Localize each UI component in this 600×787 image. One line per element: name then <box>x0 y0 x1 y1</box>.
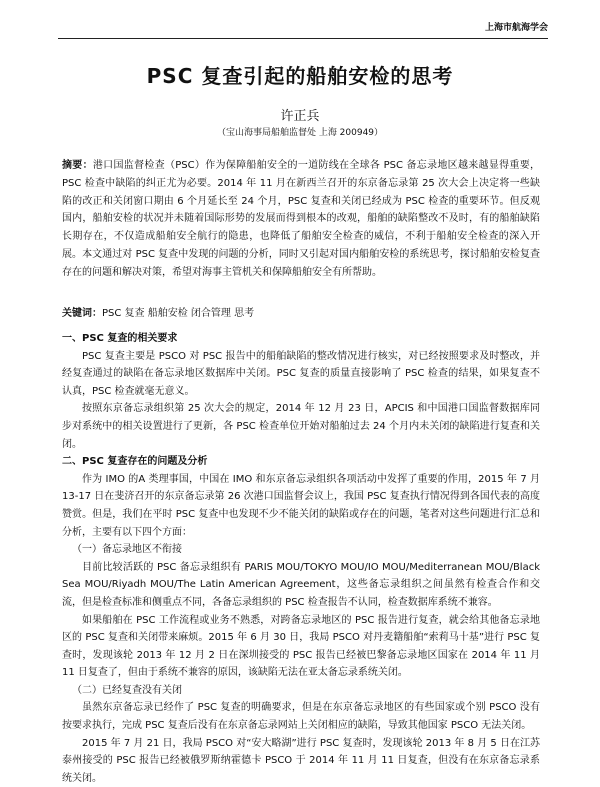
paragraph: 虽然东京备忘录已经作了 PSC 复查的明确要求，但是在东京备忘录地区的有些国家或个别 PSCO 没有按要求执行，完成 PSC 复查后没有在东京备忘录网站上关闭相应的缺陷，导致其他国家 PSCO 无法关闭。 <box>62 702 540 732</box>
journal-header: 上海市航海学会 <box>484 23 548 33</box>
keywords <box>62 304 540 319</box>
keywords-text: PSC 复查 船舶安检 闭合管理 思考 <box>102 308 255 319</box>
section-heading: 二、PSC 复查存在的问题及分析 <box>62 456 208 468</box>
subsection-heading: （二）已经复查没有关闭 <box>72 684 182 696</box>
author: 许正兵 <box>280 109 320 124</box>
paper-title: PSC 复查引起的船舶安检的思考 <box>146 64 454 88</box>
keywords-label: 关键词： <box>62 308 102 319</box>
abstract <box>62 157 540 282</box>
section-heading: 一、PSC 复查的相关要求 <box>62 333 178 344</box>
paragraph: 2015 年 7 月 21 日，我局 PSCO 对“安大略湖”进行 PSC 复查时，发现该轮 2013 年 8 月 5 日在江苏泰州接受的 PSC 报告已经被俄罗斯纳霍德卡 PSCO 于 2014 年 11 月 11 日复查，但没有在东京备忘录系统关闭。 <box>62 737 540 784</box>
affiliation: （宝山海事局船舶监督处 上海 200949） <box>216 128 384 138</box>
abstract-text: 港口国监督检查（PSC）作为保障船舶安全的一道防线在全球各 PSC 备忘录地区越来越显得重要，PSC 检查中缺陷的纠正尤为必要。2014 年 11 月在新西兰召开的东京备忘录第 25 次大会上决定将一些缺陷的改正和关闭窗口期由 6 个月延长至 24 个月，PSC 复查和关闭已经成为 PSC 检查的重要环节。但反观国内，船舶安检的状况并未随着国际形势的发展而得到根本的改观，船舶的缺陷整改不及时，有的船舶缺陷长期存在，不仅造成船舶安全航行的隐患，也降低了船舶安全检查的威信，不利于船舶安全检查的深入开展。本文通过对 PSC 复查中发现的问题的分析，同时又引起对国内船舶安检的系统思考，探讨船舶安检复查存在的问题和解决对策，希望对海事主管机关和保障船舶安全有所帮助。 <box>62 160 541 278</box>
header-rule <box>58 38 548 39</box>
paragraph: 如果船舶在 PSC 工作流程或业务不熟悉，对跨备忘录地区的 PSC 报告进行复查，就会给其他备忘录地区的 PSC 复查和关闭带来麻烦。2015 年 6 月 30 日，我局 PSCO 对丹麦籍船舶“索莉马十基”进行 PSC 复查时，发现该轮 2013 年 12 月 2 日在深圳接受的 PSC 报告已经被巴黎备忘录地区国家在 2014 年 11 月 11 日复查了，但由于系统不兼容的原因，该缺陷无法在亚太备忘录系统关闭。 <box>62 614 540 679</box>
paragraph: 目前比较活跃的 PSC 备忘录组织有 PARIS MOU/TOKYO MOU/IO MOU/Mediterranean MOU/Black Sea MOU/Riyadh MOU/The Latin American Agreement，这些备忘录组织之间虽然有检查合作和交流，但是检查标准和侧重点不同，各备忘录组织的 PSC 检查报告不认同，检查数据库系统不兼容。 <box>62 561 540 608</box>
paragraph: 按照东京备忘录组织第 25 次大会的规定，2014 年 12 月 23 日，APCIS 和中国港口国监督数据库同步对系统中的相关设置进行了更新，各 PSC 检查单位开始对船舶过去 24 个月内未关闭的缺陷进行复查和关闭。 <box>62 403 540 450</box>
body-text <box>62 330 540 787</box>
paragraph: PSC 复查主要是 PSCO 对 PSC 报告中的船舶缺陷的整改情况进行核实，对已经按照要求及时整改，并经复查通过的缺陷在备忘录地区数据库中关闭。PSC 复查的质量直接影响了 PSC 检查的结果，如果复查不认真，PSC 检查就毫无意义。 <box>62 350 540 397</box>
subsection-heading: （一）备忘录地区不衔接 <box>72 544 182 556</box>
paragraph: 作为 IMO 的A 类理事国，中国在 IMO 和东京备忘录组织各项活动中发挥了重要的作用，2015 年 7 月 13-17 日在斐济召开的东京备忘录第 26 次港口国监督会议上，我国 PSC 复查执行情况得到各国代表的高度赞赏。但是，我们在平时 PSC 复查中也发现不少不能关闭的缺陷或存在的问题，笔者对这些问题进行汇总和分析，主要有以下四个方面： <box>62 473 540 538</box>
abstract-label: 摘要： <box>62 160 93 171</box>
